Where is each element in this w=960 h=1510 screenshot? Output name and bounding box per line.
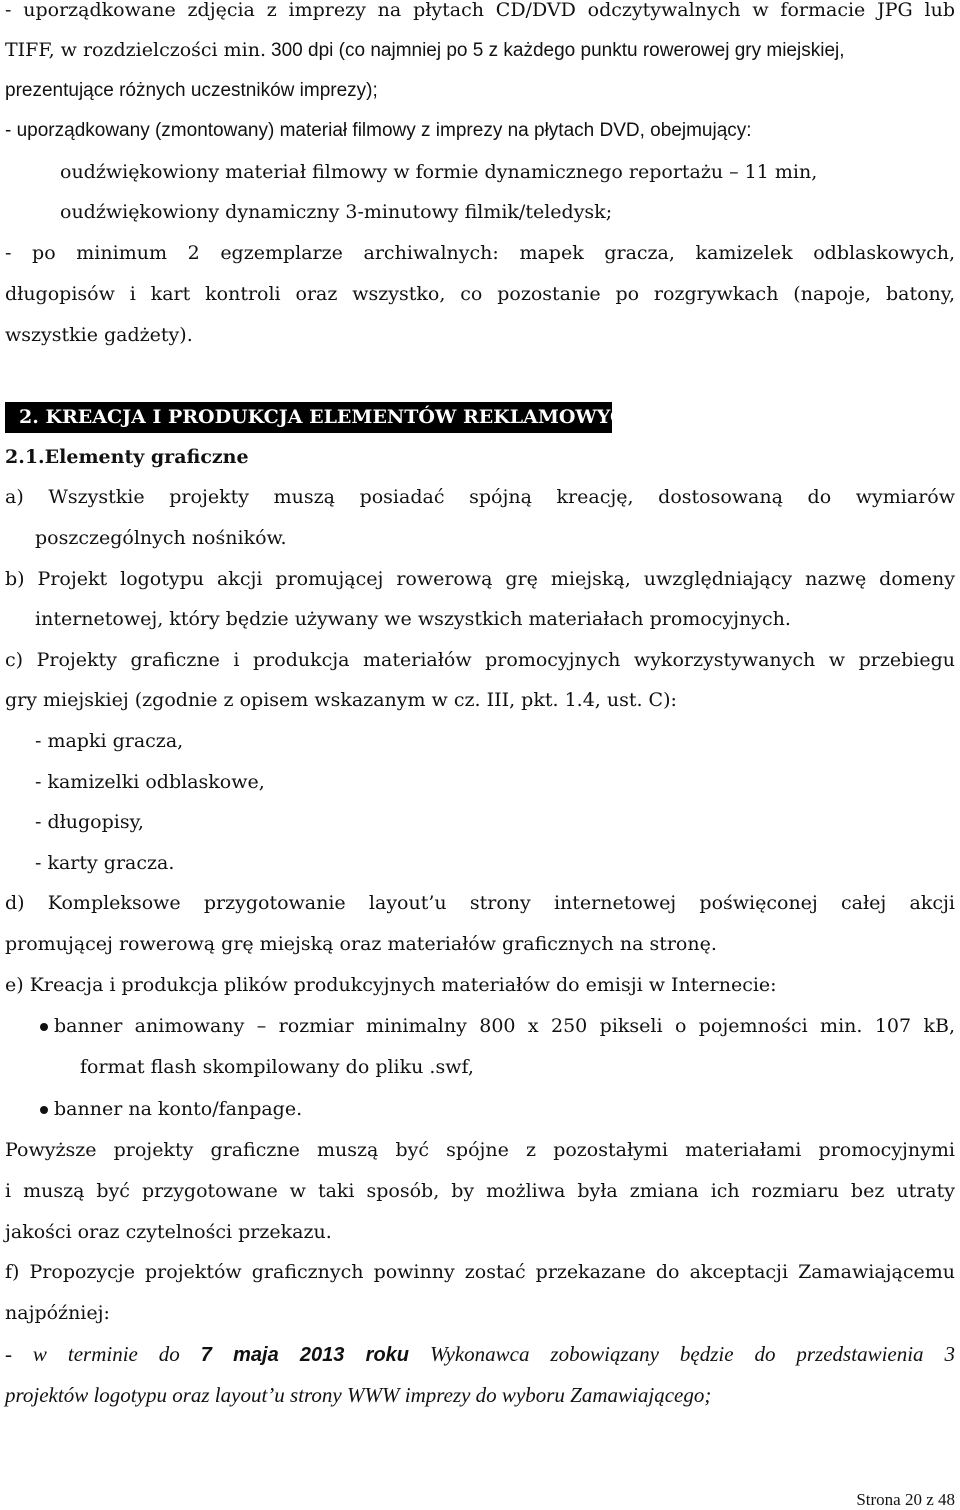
item-f-line: najpóźniej: [5,1302,110,1324]
item-b-line: internetowej, który będzie używany we wszystkich materiałach promocyjnych. [35,608,791,630]
bullet-text: banner animowany – rozmiar minimalny 800 x 250 pikseli o pojemności min. 107 kB, [54,1015,955,1037]
text-line: wszystkie gadżety). [5,324,193,346]
bullet-item [40,1012,955,1040]
text-line: - uporządkowany (zmontowany) materiał filmowy z imprezy na płytach DVD, obejmujący: [5,120,752,141]
bullet-item-continuation: format flash skompilowany do pliku .swf, [80,1056,474,1078]
list-item: oudźwiękowiony dynamiczny 3-minutowy filmik/teledysk; [60,201,613,223]
deadline-line [5,1340,955,1369]
item-c-line: c) Projekty graficzne i produkcja materiałów promocyjnych wykorzystywanych w przebiegu [5,649,955,671]
text-line: długopisów i kart kontroli oraz wszystko, co pozostanie po rozgrywkach (napoje, batony, [5,283,955,305]
item-f-line: f) Propozycje projektów graficznych powinny zostać przekazane do akceptacji Zamawiającemu [5,1261,955,1283]
bullet-item [40,1095,302,1123]
item-a-line: a) Wszystkie projekty muszą posiadać spójną kreację, dostosowaną do wymiarów [5,486,955,508]
deadline-prefix: - w terminie do [5,1342,201,1366]
bullet-icon [40,1023,48,1031]
paragraph-line: i muszą być przygotowane w taki sposób, by możliwa była zmiana ich rozmiaru bez utraty [5,1180,955,1202]
section-heading [5,402,644,433]
item-b-line: b) Projekt logotypu akcji promującej rowerową grę miejską, uwzględniający nazwę domeny [5,568,955,590]
item-a-line: poszczególnych nośników. [35,527,287,549]
section-heading-text: 2. KREACJA I PRODUKCJA ELEMENTÓW REKLAMOWYCH [19,406,644,428]
item-d-line: promującej rowerową grę miejską oraz materiałów graficznych na stronę. [5,933,717,955]
page-number: Strona 20 z 48 [856,1490,955,1509]
text-line: - po minimum 2 egzemplarze archiwalnych: mapek gracza, kamizelek odblaskowych, [5,242,955,264]
list-item: - długopisy, [35,811,144,833]
text-line [5,36,955,65]
subsection-heading: 2.1.Elementy graficzne [5,446,249,468]
deadline-date: 7 maja 2013 roku [200,1344,410,1366]
text-segment: TIFF, w rozdzielczości min. [5,39,267,61]
text-segment: 300 dpi (co najmniej po 5 z każdego punktu rowerowej gry miejskiej, [271,40,845,61]
list-item: - karty gracza. [35,852,175,874]
text-line: - uporządkowane zdjęcia z imprezy na płytach CD/DVD odczytywalnych w formacie JPG lub [5,0,955,21]
list-item: - kamizelki odblaskowe, [35,771,265,793]
paragraph-line: Powyższe projekty graficzne muszą być spójne z pozostałymi materiałami promocyjnymi [5,1139,955,1161]
item-e-line: e) Kreacja i produkcja plików produkcyjnych materiałów do emisji w Internecie: [5,974,777,996]
list-item: - mapki gracza, [35,730,184,752]
paragraph-line: jakości oraz czytelności przekazu. [5,1221,332,1243]
deadline-suffix: Wykonawca zobowiązany będzie do przedstawienia 3 [409,1342,955,1366]
list-item: oudźwiękowiony materiał filmowy w formie dynamicznego reportażu – 11 min, [60,161,818,183]
bullet-text: banner na konto/fanpage. [54,1098,303,1120]
text-line: prezentujące różnych uczestników imprezy); [5,80,378,101]
bullet-icon [40,1106,48,1114]
item-d-line: d) Kompleksowe przygotowanie layout’u strony internetowej poświęconej całej akcji [5,892,955,914]
item-c-line: gry miejskiej (zgodnie z opisem wskazanym w cz. III, pkt. 1.4, ust. C): [5,689,677,711]
deadline-line: projektów logotypu oraz layout’u strony WWW imprezy do wyboru Zamawiającego; [5,1383,712,1407]
